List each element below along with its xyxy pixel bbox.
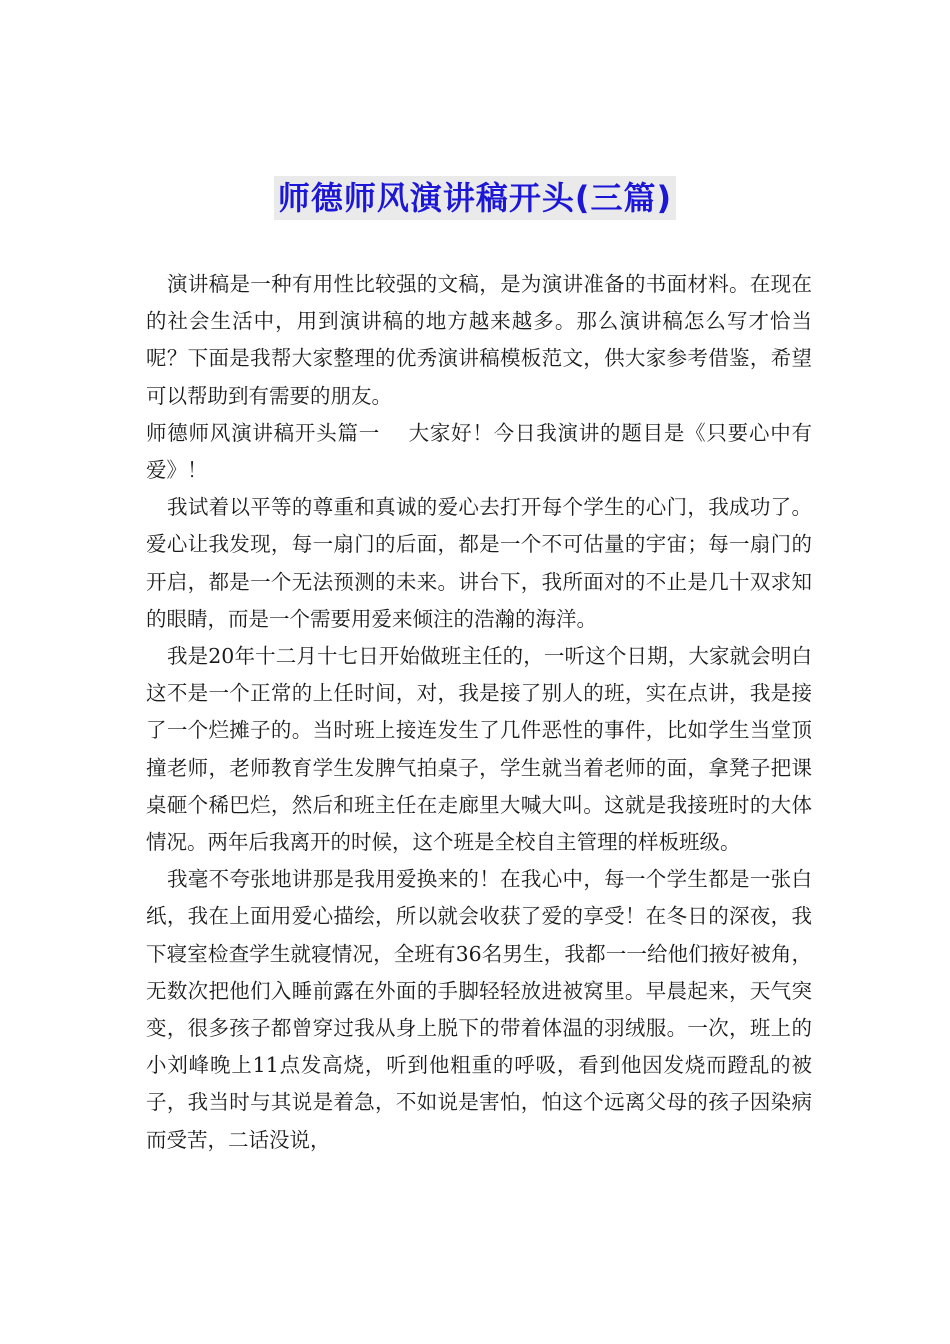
body-paragraph-2: 我是20年十二月十七日开始做班主任的，一听这个日期，大家就会明白这不是一个正常的上任时间，对，我是接了别人的班，实在点讲，我是接了一个烂摊子的。当时班上接连发生了几件恶性的事件，比如学生当堂顶撞老师，老师教育学生发脾气拍桌子，学生就当着老师的面，拿凳子把课桌砸个稀巴烂，然后和班主任在走廊里大喊大叫。这就是我接班时的大体情况。两年后我离开的时候，这个班是全校自主管理的样板班级。 — [146, 644, 812, 855]
section-heading-paragraph: 师德师风演讲稿开头篇一 大家好！今日我演讲的题目是《只要心中有爱》！ — [146, 420, 812, 483]
body-paragraph-1: 我试着以平等的尊重和真诚的爱心去打开每个学生的心门，我成功了。爱心让我发现，每一扇门的后面，都是一个不可估量的宇宙；每一扇门的开启，都是一个无法预测的未来。讲台下，我所面对的不止是几十双求知的眼睛，而是一个需要用爱来倾注的浩瀚的海洋。 — [146, 495, 812, 631]
title-container — [0, 176, 950, 220]
document-body — [146, 266, 812, 1159]
intro-paragraph: 演讲稿是一种有用性比较强的文稿，是为演讲准备的书面材料。在现在的社会生活中，用到演讲稿的地方越来越多。那么演讲稿怎么写才恰当呢？下面是我帮大家整理的优秀演讲稿模板范文，供大家参考借鉴，希望可以帮助到有需要的朋友。 — [146, 272, 812, 408]
body-paragraph-3: 我毫不夸张地讲那是我用爱换来的！在我心中，每一个学生都是一张白纸，我在上面用爱心描绘，所以就会收获了爱的享受！在冬日的深夜，我下寝室检查学生就寝情况，全班有36名男生，我都一一给他们掖好被角，无数次把他们入睡前露在外面的手脚轻轻放进被窝里。早晨起来，天气突变，很多孩子都曾穿过我从身上脱下的带着体温的羽绒服。一次，班上的小刘峰晚上11点发高烧，听到他粗重的呼吸，看到他因发烧而蹬乱的被子，我当时与其说是着急，不如说是害怕，怕这个远离父母的孩子因染病而受苦，二话没说， — [146, 867, 812, 1152]
document-title: 师德师风演讲稿开头(三篇) — [274, 176, 676, 220]
